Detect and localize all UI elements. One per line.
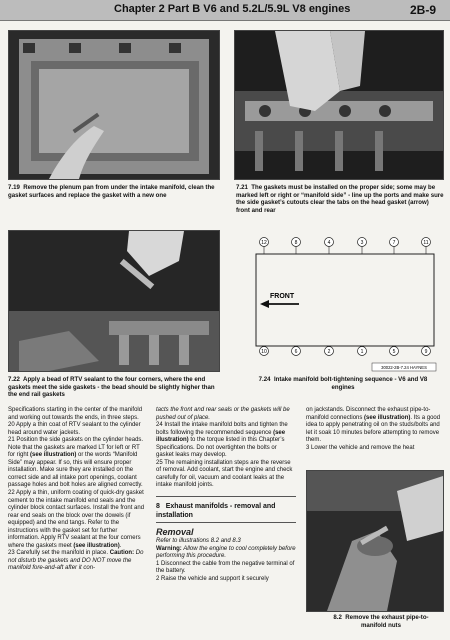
bolt-label: 8 — [294, 240, 298, 246]
front-label: FRONT — [270, 293, 295, 300]
photo-8-2 — [306, 470, 444, 612]
paragraph-25: 25 The remaining installation steps are the reverse of removal. Add coolant, start the engine and check carefully for oil, vacuum and coolant leaks at the intake manifold joints. — [156, 459, 293, 489]
caption-7-21: 7.21 The gaskets must be installed on the proper side; some may be marked left or right or “manifold side” - line up the ports and make sure the side gasket’s cutouts clear the tabs on the head gasket (arrow) front and rear — [236, 184, 444, 214]
photo-7-19 — [8, 30, 220, 180]
paragraph-20: 20 Apply a thin coat of RTV sealant to the cylinder head around water jackets. — [8, 422, 141, 436]
bolt-label: 5 — [392, 349, 396, 355]
bolt-label: 3 — [360, 240, 364, 246]
bolt-label: 1 — [360, 349, 364, 355]
step-3: 3 Lower the vehicle and remove the heat — [306, 444, 415, 451]
paragraph-23: 23 Carefully set the manifold in place. Caution: Do not disturb the gaskets and DO NOT move the manifold fore-and-aft after it con- — [8, 550, 144, 572]
paragraph-21: 21 Position the side gaskets on the cylinder heads. Note that the gaskets are marked LT for left or RT for right (see illustration) or the words “Manifold Side” may appear. If so, this will ensure proper installation. Make sure they are installed on the correct side and all intake port openings, coolant passage holes and bolt holes are aligned correctly. — [8, 437, 144, 489]
text-column-3 — [306, 407, 444, 452]
paragraph: Specifications starting in the center of the manifold and working out towards the ends, in three steps. — [8, 407, 143, 421]
bolt-sequence-diagram — [244, 230, 439, 380]
photo-7-22 — [8, 230, 220, 372]
text-column-2 — [156, 407, 296, 583]
page-number: 2B-9 — [409, 3, 436, 17]
removal-subheading: Removal — [156, 527, 194, 538]
haynes-code: 30022-2B-7.24 HAYNES — [381, 365, 427, 370]
bolt-label: 9 — [424, 349, 428, 355]
warning: Warning: Allow the engine to cool completely before performing this procedure. — [156, 545, 296, 560]
refer-illustrations: Refer to illustrations 8.2 and 8.3 — [156, 538, 241, 545]
bolt-label: 2 — [327, 349, 331, 355]
paragraph-24: 24 Install the intake manifold bolts and tighten the bolts following the recommended sequence (see illustration) to the torque listed in this Chapter’s Specifications. Do not overtighten the bolts or gasket leaks may develop. — [156, 422, 288, 459]
caption-7-24: 7.24 Intake manifold bolt-tightening sequence - V6 and V8 engines — [258, 376, 428, 391]
chapter-title: Chapter 2 Part B V6 and 5.2L/5.9L V8 engines — [114, 3, 351, 15]
step-1: 1 Disconnect the cable from the negative terminal of the battery. — [156, 560, 295, 575]
bolt-label: 4 — [327, 240, 331, 246]
bolt-label: 11 — [423, 240, 429, 246]
bolt-label: 12 — [261, 240, 267, 246]
paragraph-22: 22 Apply a thin, uniform coating of quick-dry gasket cement to the intake manifold end seals and the cylinder block contact surfaces. Install the front and rear end seals on the block over the dowels (if equipped) and the end tangs. Refer to the instructions with the gasket set for further information. Apply RTV sealant at the four corners where the gaskets meet (see illustration). — [8, 490, 145, 549]
caption-7-19: 7.19 Remove the plenum pan from under the intake manifold, clean the gasket surfaces and replace the gasket with a new one — [8, 184, 215, 199]
step-2: 2 Raise the vehicle and support it securely — [156, 575, 269, 582]
caption-7-22: 7.22 Apply a bead of RTV sealant to the four corners, where the end gaskets meet the side gaskets - the bead should be slightly higher than the end rail gaskets — [8, 376, 215, 399]
photo-7-21 — [234, 30, 444, 180]
paragraph-cont: tacts the front and rear seals or the gaskets will be pushed out of place. — [156, 407, 290, 421]
front-arrow-icon — [260, 300, 299, 308]
bolt-label: 6 — [294, 349, 298, 355]
section-8-heading: 8 Exhaust manifolds - removal and installation — [156, 503, 276, 519]
bolt-label: 7 — [392, 240, 396, 246]
text-column-1 — [8, 407, 146, 573]
bottom-bolt-row — [260, 347, 431, 356]
caption-8-2: 8.2 Remove the exhaust pipe-to-manifold nuts — [333, 614, 429, 629]
page-header — [0, 0, 450, 21]
top-bolt-row — [260, 238, 431, 255]
paragraph-cont: on jackstands. Disconnect the exhaust pipe-to-manifold connections (see illustration). Its a good idea to apply penetrating oil on the studs/bolts and let it soak 10 minutes before attempting to remove them. — [306, 407, 441, 444]
bolt-label: 10 — [261, 349, 267, 355]
